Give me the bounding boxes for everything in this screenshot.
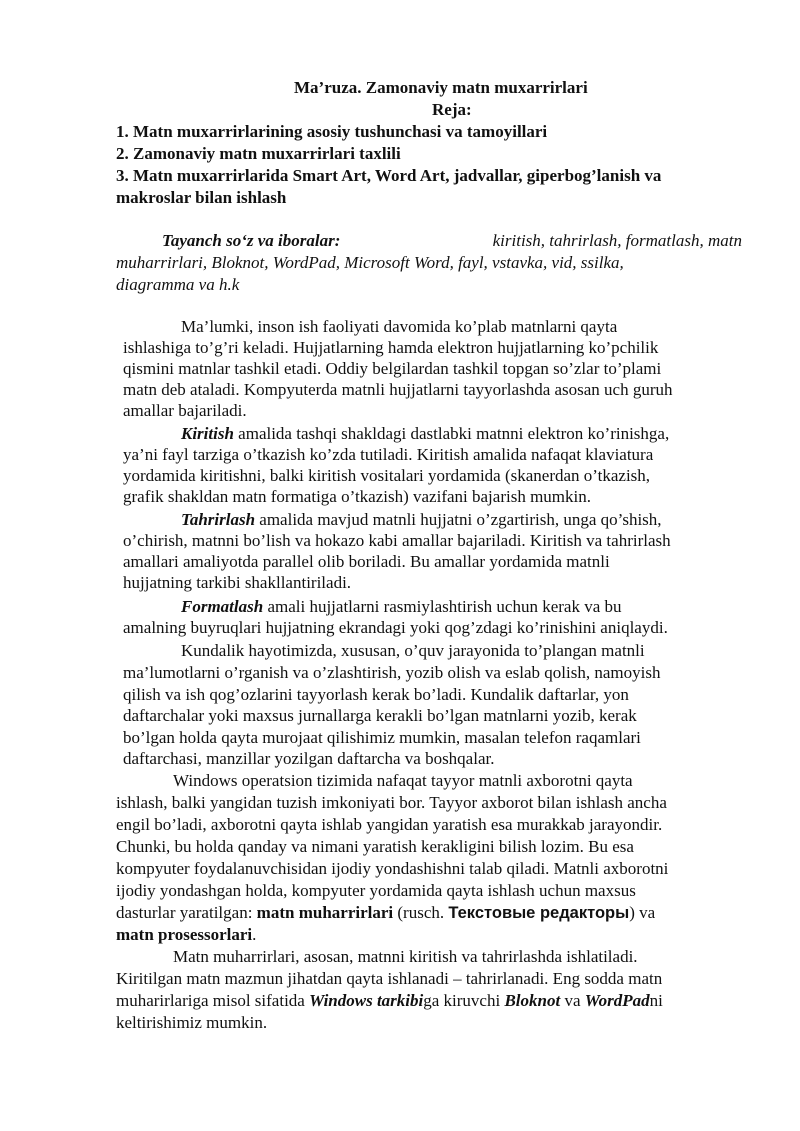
para1-line-4: matn deb ataladi. Kompyuterda matnli hujjatlarni tayyorlashda asosan uch guruh <box>123 380 673 399</box>
plan-item-1: 1. Matn muxarrirlarining asosiy tushunchasi va tamoyillari <box>116 122 548 141</box>
plan-label: Reja: <box>432 100 472 119</box>
para6-line-7 <box>116 902 655 925</box>
para3-line-3: amallari amaliyotda parallel olib boriladi. Bu amallar yordamida matnli <box>123 552 610 571</box>
para4-text: amali hujjatlarni rasmiylashtirish uchun kerak va bu <box>263 597 622 616</box>
term-wordpad: WordPad <box>584 991 650 1010</box>
para7-text-c: ga kiruvchi <box>423 991 505 1010</box>
term-matn-muharrirlari: matn muharrirlari <box>256 903 394 922</box>
term-windows-tarkibi: Windows tarkibi <box>309 991 424 1010</box>
para6-line-2: ishlash, balki yangidan tuzish imkoniyati bor. Tayyor axborot bilan ishlash ancha <box>116 793 667 812</box>
document-title: Ma’ruza. Zamonaviy matn muxarrirlari <box>294 78 588 97</box>
keywords-label: Tayanch so‘z va iboralar: <box>162 231 341 250</box>
term-tahrirlash: Tahrirlash <box>181 510 256 529</box>
term-bloknot: Bloknot <box>504 991 561 1010</box>
keywords-line-1 <box>162 230 742 252</box>
para3-line-4: hujjatning tarkibi shakllantiriladi. <box>123 573 352 592</box>
para1-line-2: ishlashiga to’g’ri keladi. Hujjatlarning hamda elektron hujjatlarning ko’pchilik <box>123 338 659 357</box>
para3-line-2: o’chirish, matnni bo’lish va hokazo kabi amallar bajariladi. Kiritish va tahrirlash <box>123 531 671 550</box>
para6-text-end: . <box>252 925 257 944</box>
para4-line-1 <box>181 596 622 618</box>
para7-line-3 <box>116 990 663 1012</box>
para7-text-e: va <box>560 991 585 1010</box>
para7-line-4: keltirishimiz mumkin. <box>116 1013 268 1032</box>
para7-line-2: Kiritilgan matn mazmun jihatdan qayta ishlanadi – tahrirlanadi. Eng sodda matn <box>116 969 663 988</box>
para6-text-a: dasturlar yaratilgan: <box>116 903 257 922</box>
para6-line-1: Windows operatsion tizimida nafaqat tayyor matnli axborotni qayta <box>173 771 633 790</box>
term-formatlash: Formatlash <box>181 597 264 616</box>
para1-line-1: Ma’lumki, inson ish faoliyati davomida ko’plab matnlarni qayta <box>181 317 618 336</box>
para7-text-g: ni <box>649 991 663 1010</box>
para5-line-1: Kundalik hayotimizda, xususan, o’quv jarayonida to’plangan matnli <box>181 641 645 660</box>
para6-line-8 <box>116 924 256 946</box>
plan-item-3-cont: makroslar bilan ishlash <box>116 188 287 207</box>
term-kiritish: Kiritish <box>181 424 234 443</box>
para6-text-e: ) va <box>629 903 656 922</box>
para7-line-1: Matn muharrirlari, asosan, matnni kiritish va tahrirlashda ishlatiladi. <box>173 947 638 966</box>
para2-line-2: ya’ni fayl tarziga o’tkazish ko’zda tutiladi. Kiritish amalida nafaqat klaviatura <box>123 445 654 464</box>
plan-item-3: 3. Matn muxarrirlarida Smart Art, Word Art, jadvallar, giperbog’lanish va <box>116 166 662 185</box>
para1-line-5: amallar bajariladi. <box>123 401 247 420</box>
para3-line-1 <box>181 509 662 531</box>
para6-line-3: engil bo’ladi, axborotni qayta ishlab yangidan yaratish esa murakkab jarayondir. <box>116 815 663 834</box>
para5-line-2: ma’lumotlarni o’rganish va o’zlashtirish, yozib olish va eslab qolish, namoyish <box>123 663 661 682</box>
para2-line-4: grafik shakldan matn formatiga o’tkazish) vazifani bajarish mumkin. <box>123 487 591 506</box>
para5-line-6: daftarchasi, manzillar yozilgan daftarcha va boshqalar. <box>123 749 495 768</box>
para2-line-3: yordamida kiritishni, balki kiritish vositalari yordamida (skanerdan o’tkazish, <box>123 466 651 485</box>
para5-line-3: qilish va ish qog’ozlarini tayyorlash kerak bo’ladi. Kundalik daftarlar, yon <box>123 685 629 704</box>
keywords-text: kiritish, tahrirlash, formatlash, matn <box>492 231 742 250</box>
plan-item-2: 2. Zamonaviy matn muxarrirlari taxlili <box>116 144 401 163</box>
para6-text-c: (rusch. <box>393 903 449 922</box>
para5-line-5: bo’lgan holda qayta murojaat qilishimiz mumkin, masalan telefon raqamlari <box>123 728 641 747</box>
para4-line-2: amalning buyruqlari hujjatning ekrandagi yoki qog’zdagi ko’rinishini aniqlaydi. <box>123 618 668 637</box>
para1-line-3: qismini matnlar tashkil etadi. Oddiy belgilardan tashkil topgan so’zlar to’plami <box>123 359 662 378</box>
para6-line-6: ijodiy yondashgan holda, kompyuter yordamida qayta ishlash uchun maxsus <box>116 881 636 900</box>
para3-text: amalida mavjud matnli hujjatni o’zgartirish, unga qo’shish, <box>255 510 662 529</box>
para6-line-4: Chunki, bu holda qanday va nimani yaratish kerakligini bilish lozim. Bu esa <box>116 837 634 856</box>
para6-line-5: kompyuter foydalanuvchisidan ijodiy yondashishni talab qiladi. Matnli axborotni <box>116 859 669 878</box>
term-matn-prosessorlari: matn prosessorlari <box>116 925 253 944</box>
keywords-line-3: diagramma va h.k <box>116 275 240 294</box>
para5-line-4: daftarchalar yoki maxsus jurnallarga kerakli bo’lgan matnlarni yozib, kerak <box>123 706 637 725</box>
term-tekstovye-redaktory: Текстовые редакторы <box>448 904 630 922</box>
keywords-line-2: muharrirlari, Bloknot, WordPad, Microsoft Word, fayl, vstavka, vid, ssilka, <box>116 253 624 272</box>
para7-text-a: muharirlariga misol sifatida <box>116 991 310 1010</box>
para2-text: amalida tashqi shakldagi dastlabki matnni elektron ko’rinishga, <box>233 424 670 443</box>
para2-line-1 <box>181 423 669 445</box>
